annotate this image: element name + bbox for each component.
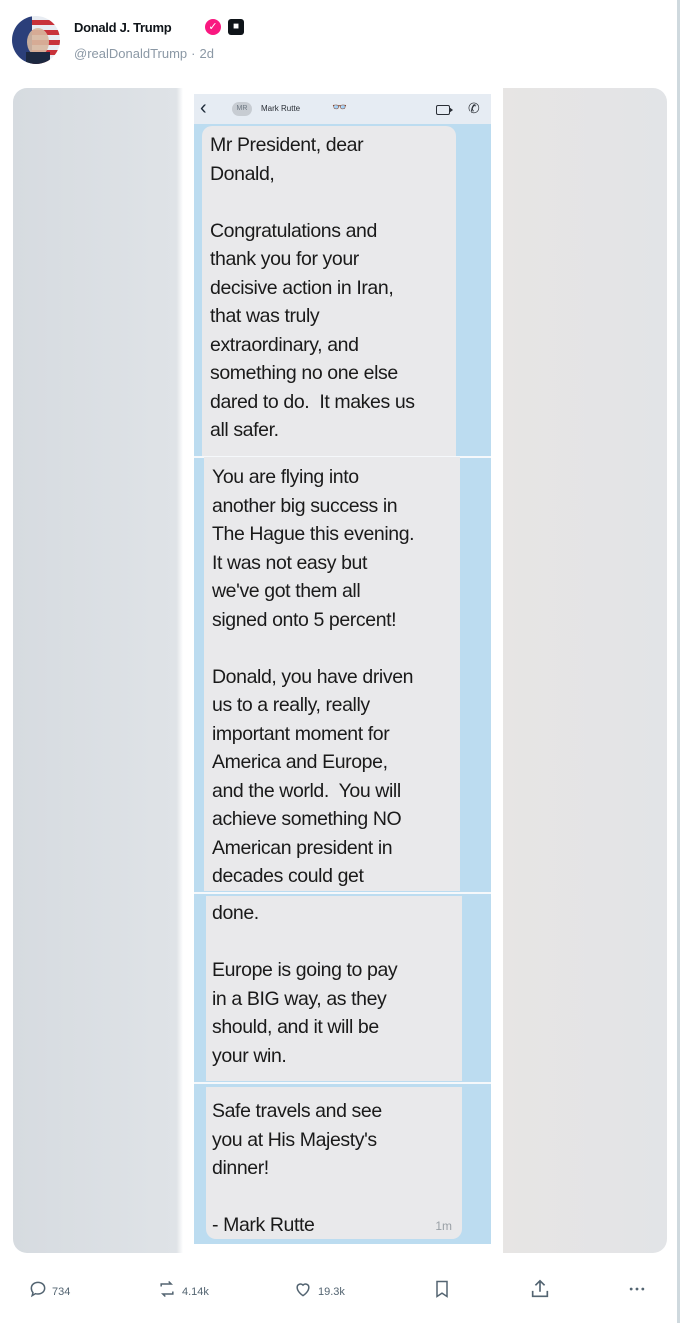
like-count: 19.3k (318, 1286, 345, 1298)
avatar[interactable] (12, 16, 60, 64)
message-text: Safe travels and see you at His Majesty's dinner! - Mark Rutte (212, 1100, 382, 1236)
meta-separator: · (191, 46, 196, 61)
heart-icon (292, 1279, 314, 1305)
post-meta (74, 46, 214, 61)
like-button[interactable] (292, 1276, 345, 1308)
message-text: done. Europe is going to pay in a BIG way, as they should, and it will be your win. (212, 902, 398, 1067)
chat-header (194, 94, 491, 124)
contact-avatar: MR (232, 102, 252, 116)
message-bubble (206, 1087, 462, 1239)
repost-button[interactable] (156, 1276, 209, 1308)
repost-count: 4.14k (182, 1286, 209, 1298)
phone-screenshot (191, 88, 503, 1253)
repost-icon (156, 1279, 178, 1305)
glasses-emoji: 👓 (332, 100, 347, 114)
affiliate-badge-icon[interactable]: ■ (228, 19, 244, 35)
bookmark-button[interactable] (432, 1276, 456, 1308)
message-text: You are flying into another big success in The Hague this evening. It was not easy but we've got them all signed onto 5 percent! Donald, you have driven us to a really, really important moment for America and Europe, and the world. You will achieve something NO American president in decades could get (212, 466, 415, 887)
phone-call-icon: ✆ (468, 100, 480, 116)
video-call-icon (436, 105, 450, 115)
reply-count: 734 (52, 1286, 71, 1298)
share-icon (529, 1278, 551, 1306)
crop-divider (194, 892, 491, 894)
more-icon (626, 1279, 648, 1305)
display-name[interactable]: Donald J. Trump (74, 20, 172, 35)
message-bubble (204, 457, 460, 891)
reply-icon (28, 1279, 48, 1305)
message-bubble (202, 126, 456, 456)
bookmark-icon (432, 1279, 452, 1305)
back-chevron-icon: ‹ (200, 97, 207, 119)
more-button[interactable] (626, 1276, 652, 1308)
reply-button[interactable] (28, 1276, 70, 1308)
post-media[interactable] (13, 88, 667, 1253)
chat-screen (194, 94, 491, 1244)
crop-divider (194, 1082, 491, 1084)
message-bubble (206, 896, 462, 1081)
post-header (12, 14, 652, 66)
message-timestamp: 1m (435, 1219, 452, 1233)
action-bar (0, 1276, 680, 1308)
post-age[interactable]: 2d (199, 46, 214, 61)
verified-badge-icon: ✓ (205, 19, 221, 35)
contact-name: Mark Rutte (261, 104, 301, 113)
handle[interactable]: @realDonaldTrump (74, 46, 188, 61)
message-text: Mr President, dear Donald, Congratulations and thank you for your decisive action in Iran, that was truly extraordinary, and something no one else dared to do. It makes us all safer. (210, 134, 415, 441)
share-button[interactable] (529, 1276, 555, 1308)
